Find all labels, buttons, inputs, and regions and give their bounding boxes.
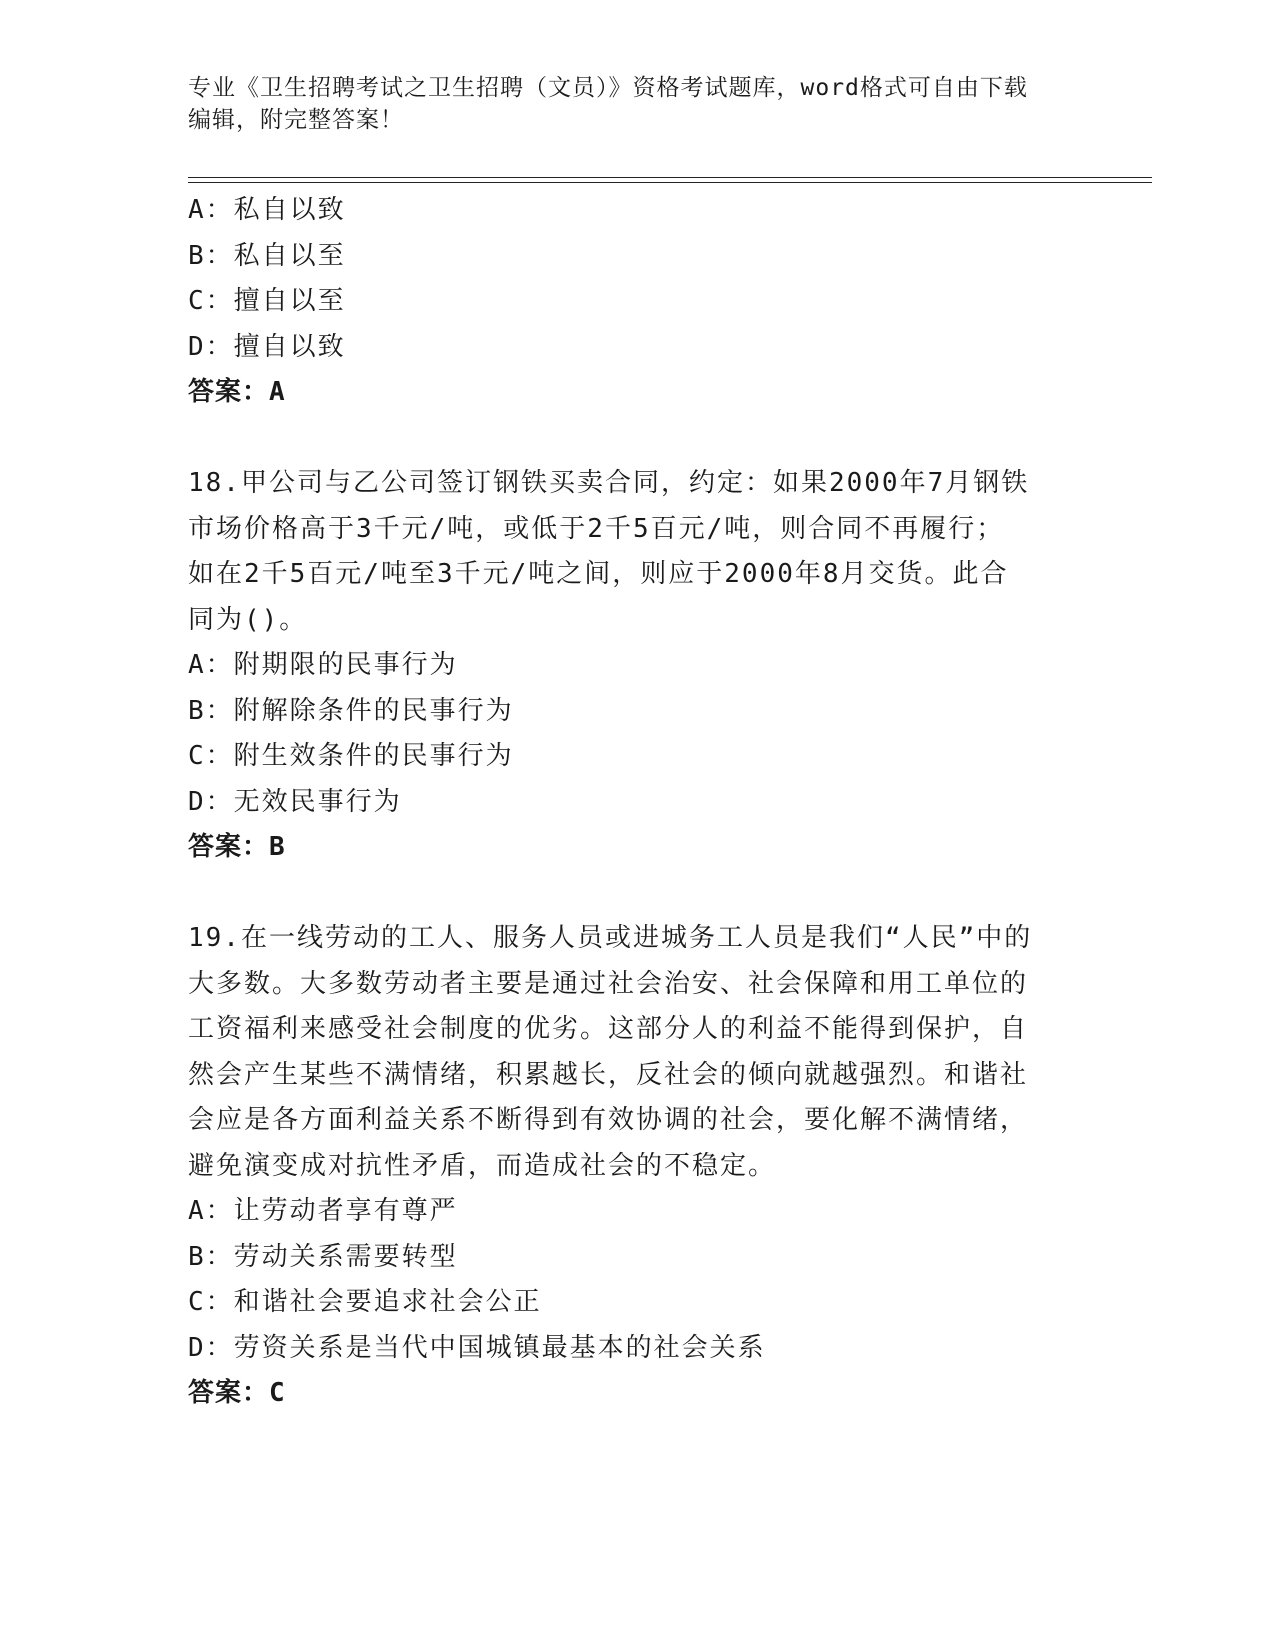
option-d: D：无效民事行为 (188, 786, 402, 817)
option-a: A：私自以致 (188, 195, 346, 225)
question-text-line: 18.甲公司与乙公司签订钢铁买卖合同，约定：如果2000年7月钢铁 (188, 468, 1030, 498)
option-c: C：和谐社会要追求社会公正 (188, 1287, 542, 1317)
question-17-block (188, 188, 1088, 416)
option-a: A：附期限的民事行为 (188, 650, 458, 680)
option-d: D：擅自以致 (188, 331, 346, 362)
question-text-line: 市场价格高于3千元/吨，或低于2千5百元/吨，则合同不再履行； (188, 513, 1005, 544)
option-b: B：劳动关系需要转型 (188, 1241, 458, 1272)
header-line-1: 专业《卫生招聘考试之卫生招聘（文员）》资格考试题库，word格式可自由下载 (188, 75, 1028, 101)
answer-label: 答案：A (188, 377, 286, 407)
answer-label: 答案：C (188, 1378, 286, 1408)
question-18-block (188, 461, 1088, 871)
option-a: A：让劳动者享有尊严 (188, 1196, 458, 1226)
question-text-line: 同为()。 (188, 604, 308, 635)
page-header (188, 72, 1068, 136)
question-text-line: 如在2千5百元/吨至3千元/吨之间，则应于2000年8月交货。此合 (188, 559, 1009, 589)
question-text-line: 避免演变成对抗性矛盾，而造成社会的不稳定。 (188, 1150, 777, 1181)
question-text-line: 会应是各方面利益关系不断得到有效协调的社会，要化解不满情绪， (188, 1105, 1029, 1135)
header-divider-bottom (188, 182, 1152, 183)
answer-label: 答案：B (188, 832, 286, 862)
option-c: C：附生效条件的民事行为 (188, 741, 514, 771)
question-text-line: 工资福利来感受社会制度的优劣。这部分人的利益不能得到保护，自 (188, 1014, 1029, 1044)
question-text-line: 大多数。大多数劳动者主要是通过社会治安、社会保障和用工单位的 (188, 968, 1029, 999)
option-b: B：附解除条件的民事行为 (188, 695, 514, 726)
header-line-2: 编辑，附完整答案！ (188, 107, 404, 133)
header-divider-top (188, 177, 1152, 178)
option-b: B：私自以至 (188, 240, 346, 271)
question-text-line: 19.在一线劳动的工人、服务人员或进城务工人员是我们“人民”中的 (188, 923, 1033, 953)
option-c: C：擅自以至 (188, 286, 346, 316)
option-d: D：劳资关系是当代中国城镇最基本的社会关系 (188, 1332, 766, 1363)
document-body (188, 188, 1088, 1417)
question-19-block (188, 916, 1088, 1417)
question-text-line: 然会产生某些不满情绪，积累越长，反社会的倾向就越强烈。和谐社 (188, 1059, 1029, 1090)
